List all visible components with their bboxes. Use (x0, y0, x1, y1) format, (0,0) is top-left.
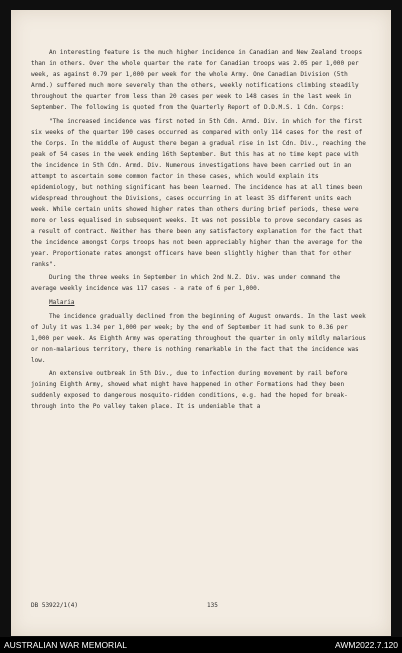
malaria-paragraph-1: The incidence gradually declined from the beginning of August onwards. In the last week of July it was 1.34 per 1,000 per week; by the end of September it had sunk to 0.36 per 1,000 per week. As Eighth Army was operating throughout the quarter in only mildly malarious or non-malarious territory, there is nothing remarkable in the fact that the incidence was low. (31, 312, 366, 364)
malaria-paragraph-2: An extensive outbreak in 5th Div., due to infection during movement by rail before joining Eighth Army, showed what might have happened in other Formations had they been suddenly exposed to dangerous mosquito-ridden conditions, e.g. had the hoped for break-through into the Po valley taken place. It is undeniable that a (31, 370, 348, 411)
corps-report-quote (31, 116, 369, 270)
archive-item-id: AWM2022.7.120 (335, 640, 398, 650)
quote-paragraph: "The increased incidence was first noted in 5th Cdn. Armd. Div. in which for the first six weeks of the quarter 190 cases occurred as compared with only 114 cases for the rest of the Corps. In the middle of August there began a gradual rise in 1st Cdn. Div., reaching the peak of 54 cases in the week ending 16th September. But this has at no time kept pace with the incidence in 5th Cdn. Armd. Div. Numerous investigations have been carried out in an attempt to ascertain some common factor in these cases, which would explain its epidemiology, but nothing significant has been learned. The incidence has at all times been widespread throughout the Divisions, cases occurring in at least 35 different units each week. While certain units showed higher rates than others during brief periods, these were more or less equalised in subsequent weeks. It was not possible to prove secondary cases as a result of contract. Neither has there been any satisfactory explanation for the fact that the incidence amongst Corps troops has not been appreciably higher than the average for the year. Proportionate rates amongst officers have been slightly higher than that for other ranks". (31, 117, 366, 268)
document-page (11, 10, 391, 636)
document-body (31, 47, 369, 412)
page-number: 135 (207, 602, 218, 609)
malaria-heading: Malaria (49, 298, 75, 306)
intro-paragraph: An interesting feature is the much higher incidence in Canadian and New Zealand troops than in others. Over the whole quarter the rate for Canadian troops was 2.05 per 1,000 per week, as against 0.79 per 1,000 per week for the whole Army. One Canadian Division (5th Armd.) suffered much more severely than the others, weekly notifications climbing steadily throughout the quarter from less than 20 cases per week to 148 cases in the last week in September. The following is quoted from the Quarterly Report of D.D.M.S. 1 Cdn. Corps: (31, 49, 363, 111)
archive-name: AUSTRALIAN WAR MEMORIAL (4, 640, 127, 650)
document-reference-code: DB 53922/1(4) (31, 602, 78, 609)
nz-division-paragraph: During the three weeks in September in which 2nd N.Z. Div. was under command the average weekly incidence was 117 cases - a rate of 6 per 1,000. (31, 274, 341, 293)
archive-caption-bar (0, 637, 402, 653)
